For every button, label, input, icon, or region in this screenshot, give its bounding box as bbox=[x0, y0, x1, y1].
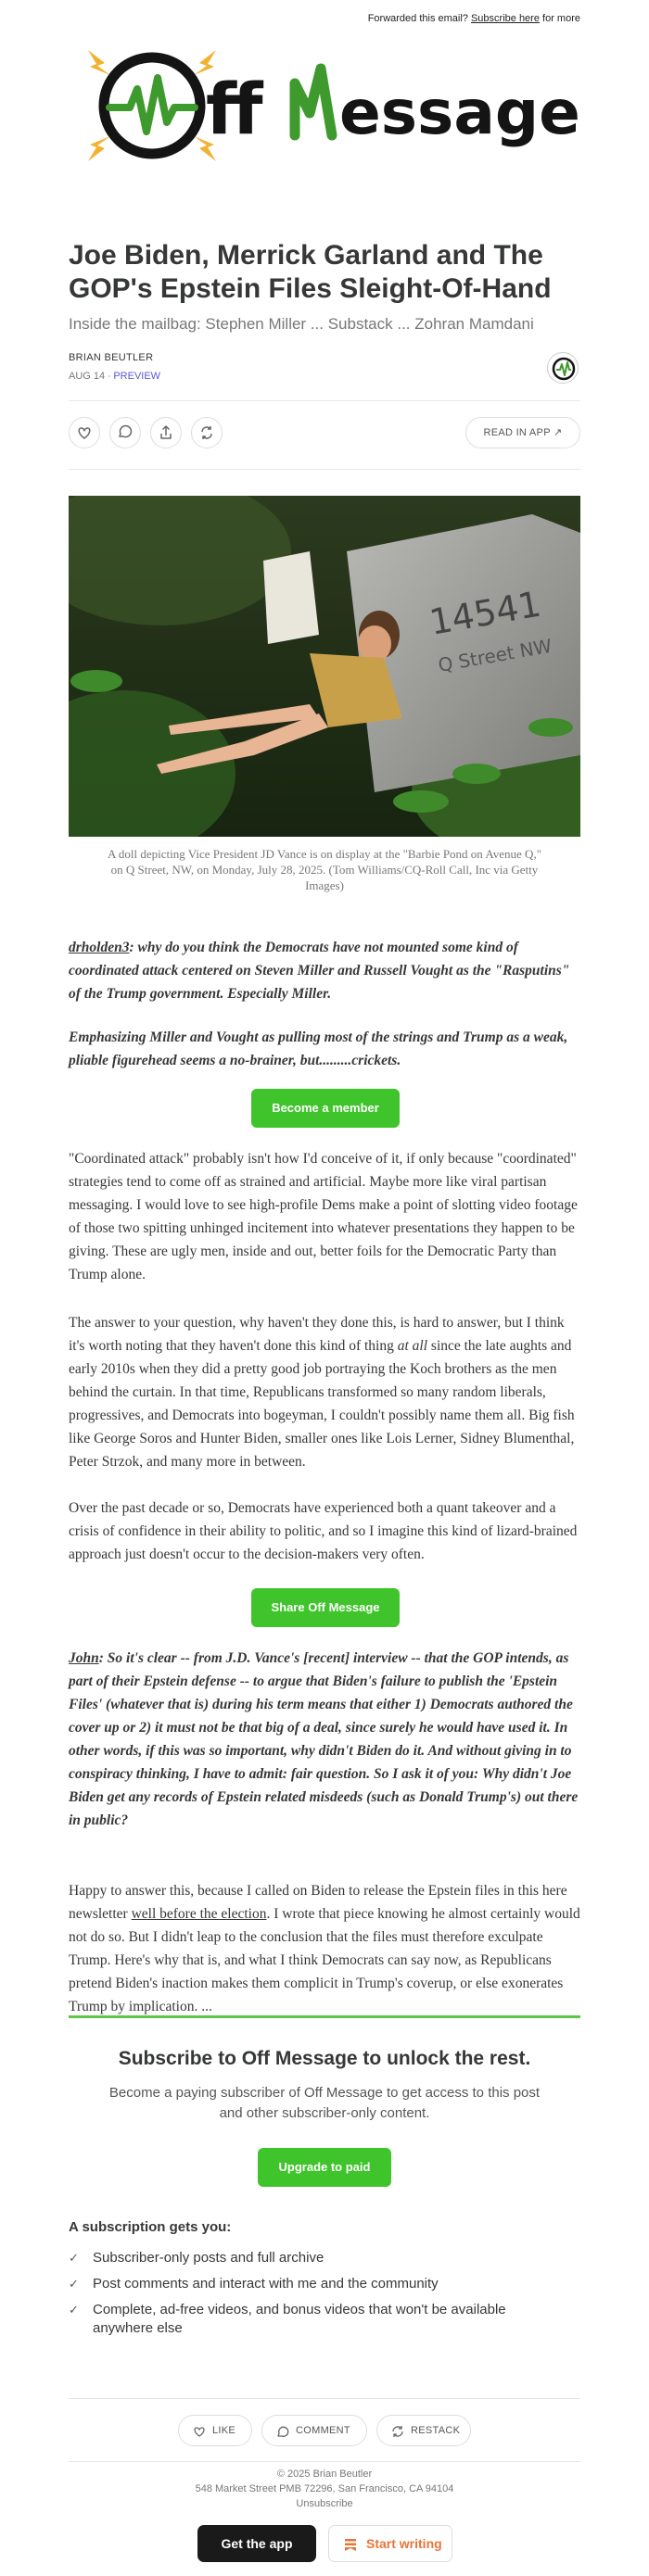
subscribe-here-link[interactable]: Subscribe here bbox=[470, 13, 540, 24]
comment-icon bbox=[275, 2424, 290, 2439]
mailing-address: 548 Market Street PMB 72296, San Francisco, CA 94104 bbox=[195, 2483, 454, 2494]
forwarded-text: Forwarded this email? bbox=[367, 13, 468, 24]
like-label: LIKE bbox=[212, 2425, 236, 2436]
divider-top bbox=[69, 400, 580, 401]
post-title[interactable]: Joe Biden, Merrick Garland and The GOP's Epstein Files Sleight-Of-Hand bbox=[69, 240, 552, 304]
benefit-text: Subscriber-only posts and full archive bbox=[93, 2250, 324, 2266]
heart-icon bbox=[192, 2424, 207, 2439]
paragraph-3: Over the past decade or so, Democrats have experienced both a quant takeover and a crisis of confidence in their ability to politic, and so I imagine this kind of lizard-brained approach just doesn't occur to the decision-makers very often. bbox=[69, 1500, 578, 1562]
post-date: AUG 14 bbox=[69, 371, 106, 382]
start-writing-button[interactable] bbox=[328, 2525, 452, 2562]
become-member-button[interactable]: Become a member bbox=[251, 1089, 400, 1128]
paragraph-2-b: since the late aughts and early 2010s when they did a pretty good job portraying the Koch brothers as the men behind the curtain. In that time, Republicans transformed so many random liberals, progressives, and Democrats into bogeyman, I couldn't possibly name them all. Big fish like George Soros and Hunter Biden, smaller ones like Lois Lerner, Sidney Blumenthal, Peter Strzok, and many more in between. bbox=[69, 1338, 575, 1470]
post-actions bbox=[69, 417, 580, 452]
footer-like-button[interactable] bbox=[178, 2415, 252, 2446]
question-2-text: : So it's clear -- from J.D. Vance's [recent] interview -- that the GOP intends, as part of their Epstein defense -- to argue that Biden's failure to publish the 'Epstein Files' (whatever that is) during his term means that either 1) Democrats authored the cover up or 2) it must not be that big of a deal, since surely he would have used it. In other words, if this was so important, why didn't Biden do it. And without giving in to conspiracy thinking, I have to admit: fair question. So I ask it of you: Why didn't Joe Biden get any records of Epstein related misdeeds (such as Donald Trump's) out there in public? bbox=[69, 1650, 579, 1828]
headstone-street: Q Street NW bbox=[436, 634, 554, 676]
read-in-app-label: READ IN APP bbox=[483, 427, 551, 438]
restack-icon bbox=[390, 2424, 405, 2439]
share-off-message-button[interactable]: Share Off Message bbox=[251, 1588, 400, 1627]
question-1-author[interactable]: drholden3 bbox=[69, 940, 130, 955]
paragraph-4 bbox=[69, 1879, 580, 2018]
arrow-up-right-icon: ↗ bbox=[554, 427, 563, 438]
like-button[interactable] bbox=[69, 417, 100, 448]
post-subtitle: Inside the mailbag: Stephen Miller ... Substack ... Zohran Mamdani bbox=[69, 315, 534, 333]
paragraph-4-b: . I wrote that piece knowing he almost certainly would not do so. But I didn't leap to the conclusion that the files must therefore exculpate Trump. Here's why that is, and what I think Democrats can say now, as Republicans pretend Biden's inaction makes them complicit in Trump's coverup, or else exonerates Trump by implication. ... bbox=[69, 1906, 580, 2014]
footer-divider-2 bbox=[69, 2461, 580, 2462]
check-icon: ✓ bbox=[69, 2251, 79, 2265]
post-photo[interactable] bbox=[69, 496, 580, 837]
comment-icon bbox=[110, 418, 140, 448]
footer-comment-button[interactable] bbox=[261, 2415, 367, 2446]
benefit-item bbox=[69, 2301, 580, 2338]
paragraph-2 bbox=[69, 1311, 580, 1473]
question-1 bbox=[69, 936, 580, 1005]
logo-text-ff: ff bbox=[206, 68, 263, 150]
restack-button[interactable] bbox=[191, 417, 223, 448]
question-2-author[interactable]: John bbox=[69, 1650, 99, 1666]
footer-restack-button[interactable] bbox=[376, 2415, 471, 2446]
photo-caption: A doll depicting Vice President JD Vance is on display at the "Barbie Pond on Avenue Q," on Q Street, NW, on Monday, July 28, 2025. (Tom Williams/CQ-Roll Call, Inc via Getty Images) bbox=[107, 847, 541, 892]
heart-icon bbox=[70, 418, 99, 448]
author-avatar[interactable] bbox=[547, 352, 579, 384]
restack-icon bbox=[192, 418, 222, 448]
date-separator: ∙ bbox=[108, 371, 111, 382]
paywall-description: Become a paying subscriber of Off Message to get access to this post and other subscriber-only content. bbox=[108, 2085, 541, 2121]
question-1-text: : why do you think the Democrats have not mounted some kind of coordinated attack centered on Steven Miller and Russell Vought as the "Rasputins" of the Trump government. Especially Miller. bbox=[69, 940, 570, 1002]
paragraph-2-a: The answer to your question, why haven't they done this, is hard to answer, but I think it's worth noting that they haven't done this kind of thing bbox=[69, 1315, 565, 1354]
footer-divider bbox=[69, 2398, 580, 2399]
benefit-item bbox=[69, 2249, 580, 2267]
paragraph-4-a: Happy to answer this, because I called on Biden to release the Epstein files in this here newsletter bbox=[69, 1883, 567, 1922]
paragraph-2-emphasis: at all bbox=[397, 1338, 428, 1354]
paywall-divider bbox=[69, 2015, 580, 2018]
subscription-gets-heading: A subscription gets you: bbox=[69, 2219, 232, 2235]
benefit-item bbox=[69, 2275, 580, 2293]
read-in-app-button[interactable] bbox=[465, 417, 580, 448]
copyright: © 2025 Brian Beutler bbox=[276, 2469, 373, 2480]
unsubscribe-link bbox=[0, 2498, 649, 2509]
comment-label: COMMENT bbox=[296, 2425, 350, 2436]
get-the-app-button[interactable]: Get the app bbox=[197, 2525, 316, 2562]
off-message-logo[interactable] bbox=[0, 41, 649, 180]
paywall-title: Subscribe to Off Message to unlock the rest. bbox=[118, 2048, 531, 2069]
preview-label: PREVIEW bbox=[113, 371, 161, 382]
for-more-text: for more bbox=[542, 13, 580, 24]
start-writing-label: Start writing bbox=[366, 2536, 442, 2551]
headstone-number: 14541 bbox=[426, 583, 544, 643]
share-button[interactable] bbox=[150, 417, 182, 448]
restack-label: RESTACK bbox=[411, 2425, 461, 2436]
benefit-text: Complete, ad-free videos, and bonus videos that won't be available anywhere else bbox=[93, 2302, 506, 2336]
benefits-list bbox=[69, 2249, 580, 2345]
author-name[interactable]: BRIAN BEUTLER bbox=[69, 352, 154, 363]
comment-button[interactable] bbox=[109, 417, 141, 448]
share-icon bbox=[151, 418, 181, 448]
well-before-election-link[interactable]: well before the election bbox=[131, 1906, 267, 1922]
post-dateline bbox=[69, 371, 580, 382]
avatar-logo-icon bbox=[548, 353, 579, 385]
substack-icon bbox=[342, 2536, 359, 2553]
question-1-followup: Emphasizing Miller and Vought as pulling most of the strings and Trump as a weak, pliable figurehead seems a no-brainer, but.........crickets. bbox=[69, 1029, 568, 1068]
benefit-text: Post comments and interact with me and the community bbox=[93, 2276, 439, 2292]
question-2 bbox=[69, 1647, 580, 1832]
unsubscribe-text[interactable]: Unsubscribe bbox=[296, 2498, 353, 2509]
forwarded-notice bbox=[368, 13, 580, 24]
divider-bottom bbox=[69, 469, 580, 470]
check-icon: ✓ bbox=[69, 2303, 79, 2317]
check-icon: ✓ bbox=[69, 2277, 79, 2291]
logo-text-essage: essage bbox=[339, 77, 580, 148]
upgrade-to-paid-button[interactable]: Upgrade to paid bbox=[258, 2148, 391, 2187]
paragraph-1: "Coordinated attack" probably isn't how I'd conceive of it, if only because "coordinated" strategies tend to come off as strained and artificial. Maybe more like viral partisan messaging. I would love to see high-profile Dems make a point of slotting video footage of those two spitting unhinged incitement into whatever presentations they happen to be giving. These are ugly men, inside and out, better foils for the Democratic Party than Trump alone. bbox=[69, 1151, 578, 1282]
